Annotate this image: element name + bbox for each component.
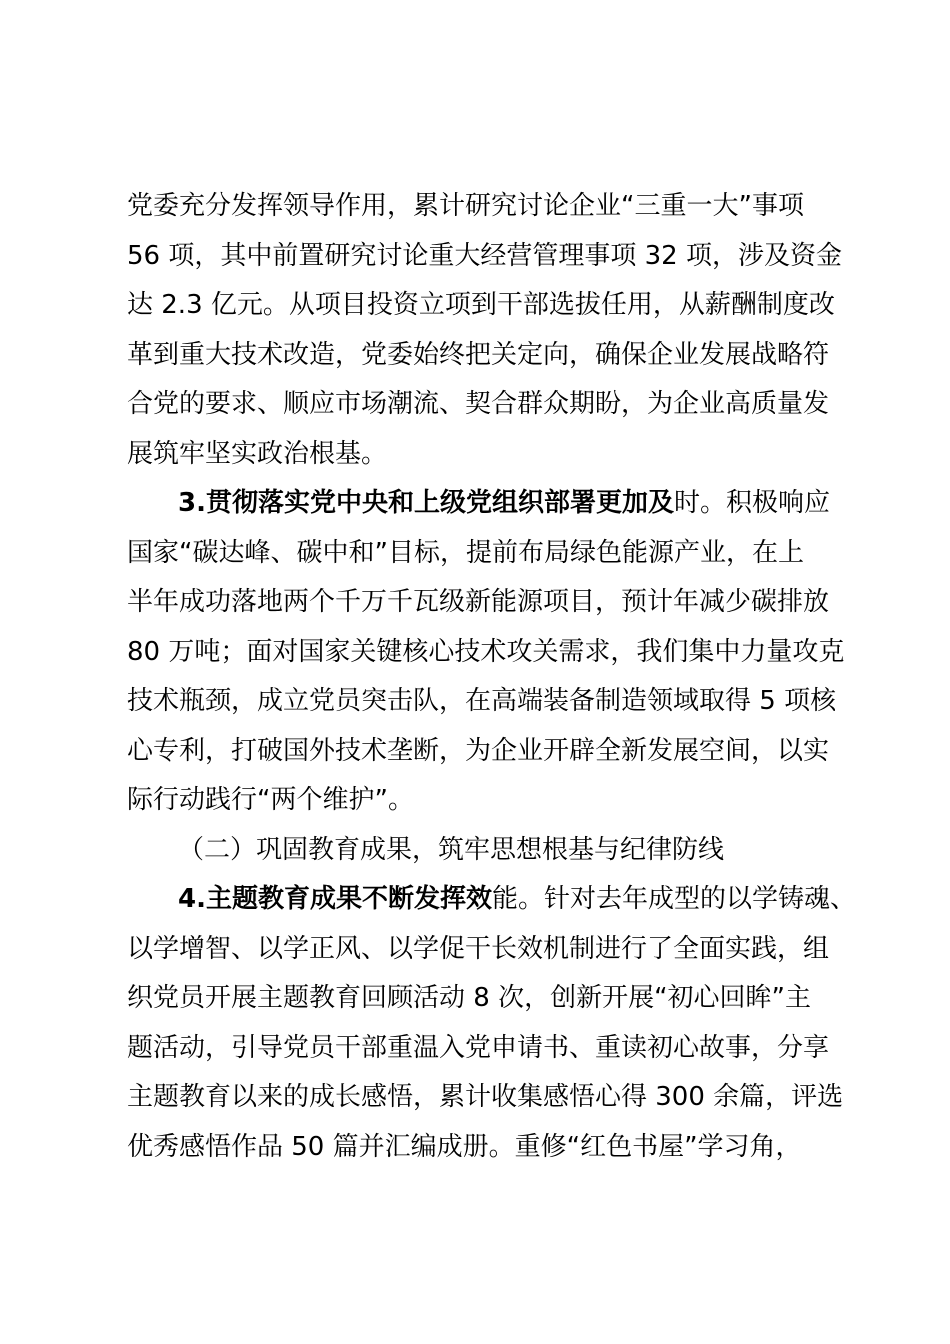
paragraph-line: 织党员开展主题教育回顾活动 8 次，创新开展“初心回眸”主 xyxy=(127,983,812,1013)
section-heading: （二）巩固教育成果，筑牢思想根基与纪律防线 xyxy=(178,835,725,865)
paragraph-line: 国家“碳达峰、碳中和”目标，提前布局绿色能源产业，在上 xyxy=(127,538,804,568)
paragraph-line: 半年成功落地两个千万千瓦级新能源项目，预计年减少碳排放 xyxy=(127,587,830,617)
item-3-heading: 3.贯彻落实党中央和上级党组织部署更加及 xyxy=(178,488,674,518)
paragraph-line: 心专利，打破国外技术垄断，为企业开辟全新发展空间，以实 xyxy=(127,736,830,766)
paragraph-line: 主题教育以来的成长感悟，累计收集感悟心得 300 余篇，评选 xyxy=(127,1082,844,1112)
paragraph-line: 以学增智、以学正风、以学促干长效机制进行了全面实践，组 xyxy=(127,934,830,964)
paragraph-line: 56 项，其中前置研究讨论重大经营管理事项 32 项，涉及资金 xyxy=(127,241,842,271)
item-4-heading: 4.主题教育成果不断发挥效 xyxy=(178,884,492,914)
paragraph-line: 题活动，引导党员干部重温入党申请书、重读初心故事，分享 xyxy=(127,1033,830,1063)
paragraph-line: 达 2.3 亿元。从项目投资立项到干部选拔任用，从薪酬制度改 xyxy=(127,290,835,320)
paragraph-line: 展筑牢坚实政治根基。 xyxy=(127,439,388,469)
item-3-text: 时。积极响应 xyxy=(673,488,830,518)
paragraph-line: 际行动践行“两个维护”。 xyxy=(127,785,414,815)
paragraph-line: 革到重大技术改造，党委始终把关定向，确保企业发展战略符 xyxy=(127,340,830,370)
item-3-first-line xyxy=(178,478,830,528)
paragraph-line: 合党的要求、顺应市场潮流、契合群众期盼，为企业高质量发 xyxy=(127,389,830,419)
paragraph-line: 优秀感悟作品 50 篇并汇编成册。重修“红色书屋”学习角， xyxy=(127,1132,802,1162)
item-4-text: 能。针对去年成型的以学铸魂、 xyxy=(491,884,856,914)
paragraph-line: 党委充分发挥领导作用，累计研究讨论企业“三重一大”事项 xyxy=(127,191,804,221)
paragraph-line: 技术瓶颈，成立党员突击队，在高端装备制造领域取得 5 项核 xyxy=(127,686,837,716)
item-4-first-line xyxy=(178,874,856,924)
paragraph-line: 80 万吨；面对国家关键核心技术攻关需求，我们集中力量攻克 xyxy=(127,637,845,667)
